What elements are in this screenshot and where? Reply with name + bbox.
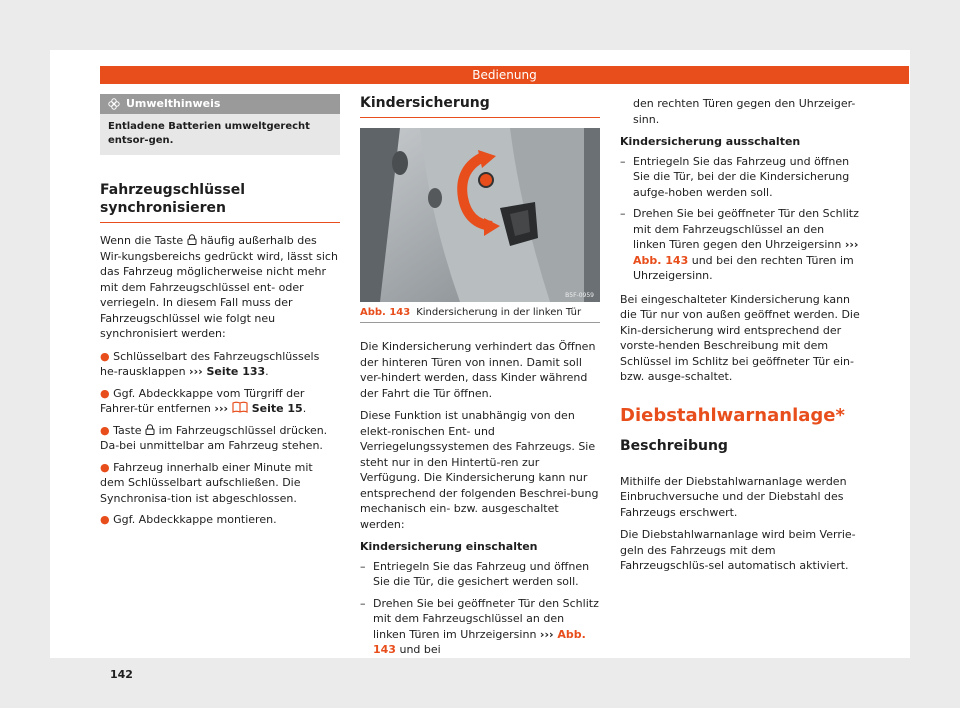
bullet-text: Ggf. Abdeckkappe vom Türgriff der Fahrer-tür entfernen	[100, 386, 305, 415]
ref-text: Abb. 143	[633, 253, 689, 267]
ref-text: Abb. 143	[373, 627, 586, 656]
figure-code: B5F-0959	[565, 292, 594, 299]
list-item: – Drehen Sie bei geöffneter Tür den Schlitz mit dem Fahrzeugschlüssel an den linken Türen gegen den Uhrzeigersinn ››› Abb. 143 und bei den rechten Türen im Uhrzeigersinn.	[620, 207, 859, 282]
figure-caption	[360, 302, 600, 323]
step-text	[633, 206, 860, 284]
alarm-heading: Diebstahlwarnanlage*	[620, 404, 845, 426]
lock-icon	[187, 234, 197, 245]
step-text-end: und bei	[399, 643, 441, 656]
figure-caption-text: Kindersicherung in der linken Tür	[416, 307, 582, 318]
child-lock-p1: Die Kindersicherung verhindert das Öffnen der hinteren Türen von innen. Damit soll ver-hindert werden, dass Kinder während der Fahrt die Tür öffnen.	[360, 340, 596, 400]
section-header-bar: Bedienung	[100, 66, 909, 84]
bullet-text: Ggf. Abdeckkappe montieren.	[113, 513, 277, 526]
ref-text: Seite 133	[206, 365, 266, 378]
step-text: Entriegeln Sie das Fahrzeug und öffnen Sie die Tür, die gesichert werden soll.	[373, 559, 590, 588]
child-lock-on-continued: den rechten Türen gegen den Uhrzeiger-sinn.	[633, 97, 856, 126]
list-item	[100, 512, 340, 528]
figure-label: Abb. 143	[360, 307, 411, 318]
step-text-main: Drehen Sie bei geöffneter Tür den Schlitz mit dem Fahrzeugschlüssel an den linken Türen gegen den Uhrzeigersinn	[633, 207, 859, 251]
list-item	[100, 460, 340, 507]
step-text-main: Drehen Sie bei geöffneter Tür den Schlitz mit dem Fahrzeugschlüssel an den linken Türen im Uhrzeigersinn	[373, 596, 599, 641]
ref-arrow: ›››	[539, 627, 554, 641]
bullet-text: Fahrzeug innerhalb einer Minute mit dem Schlüsselbart aufschließen. Die Synchronisa-tion ist abgeschlossen.	[100, 460, 313, 505]
manual-page	[50, 50, 910, 681]
book-icon	[232, 401, 248, 413]
page-number: 142	[110, 668, 133, 681]
alarm-subheading: Beschreibung	[620, 437, 728, 454]
list-item: – Entriegeln Sie das Fahrzeug und öffnen Sie die Tür, die gesichert werden soll.	[360, 559, 600, 590]
column-left	[100, 94, 340, 534]
ref-arrow: ›››	[214, 402, 229, 415]
step-text: Entriegeln Sie das Fahrzeug und öffnen Sie die Tür, bei der die Kindersicherung aufge-hoben werden soll.	[633, 154, 850, 199]
list-item	[100, 423, 340, 454]
ref-text: Seite 15	[251, 402, 303, 415]
child-lock-figure	[360, 128, 600, 302]
flower-icon	[108, 98, 120, 110]
key-sync-intro	[100, 233, 340, 342]
alarm-p2: Die Diebstahlwarnanlage wird beim Verrie-geln des Fahrzeugs mit dem Fahrzeugschlüs-sel automatisch aktiviert.	[620, 528, 856, 572]
step-text-end: und bei den rechten Türen im Uhrzeigersinn.	[633, 253, 854, 282]
key-sync-heading: Fahrzeugschlüssel synchronisieren	[100, 181, 340, 223]
door-illustration	[360, 128, 600, 302]
environment-note	[100, 94, 340, 155]
bullet-text: Schlüsselbart des Fahrzeugschlüssels he-rausklappen	[100, 349, 320, 378]
environment-note-header	[100, 94, 340, 114]
list-item: – Drehen Sie bei geöffneter Tür den Schlitz mit dem Fahrzeugschlüssel an den linken Türen im Uhrzeigersinn ››› Abb. 143 und bei	[360, 596, 599, 656]
key-sync-intro-b: häufig außerhalb des Wir-kungsbereichs gedrückt wird, lässt sich das Fahrzeug möglicherweise nicht mehr mit dem Fahrzeugschlüssel ent- oder verriegeln. In diesem Fall muss der Fahrzeugschlüssel wie folgt neu synchronisiert werden:	[100, 234, 338, 340]
lock-icon	[145, 424, 155, 435]
ref-arrow: ›››	[844, 238, 859, 251]
child-lock-p2: Diese Funktion ist unabhängig von den elekt-ronischen Ent- und Verriegelungssystemen des Fahrzeugs. Sie steht nur in den Hintertü-ren zur Verfügung. Die Kindersicherung kann nur entsprechend der folgenden Beschrei-bung mechanisch ein- bzw. ausgeschaltet werden:	[360, 409, 599, 531]
ref-arrow: ›››	[189, 365, 203, 378]
bullet-text-a: Taste	[113, 423, 142, 437]
child-lock-off-heading: Kindersicherung ausschalten	[620, 135, 801, 148]
step-text	[373, 596, 600, 658]
bullet-dot: ●	[100, 513, 110, 526]
alarm-p1: Mithilfe der Diebstahlwarnanlage werden Einbruchversuche und der Diebstahl des Fahrzeugs erschwert.	[620, 474, 847, 519]
environment-note-body: Entladene Batterien umweltgerecht entsor-gen.	[108, 121, 310, 146]
bullet-dot: ●	[100, 460, 110, 474]
page-reference-link[interactable]	[214, 402, 302, 415]
list-item: – Entriegeln Sie das Fahrzeug und öffnen Sie die Tür, bei der die Kindersicherung aufge-hoben werden soll.	[620, 154, 860, 201]
environment-note-title: Umwelthinweis	[126, 97, 221, 110]
bullet-dot: ●	[100, 349, 110, 363]
page-reference-link[interactable]	[189, 365, 265, 378]
column-middle	[360, 94, 600, 664]
list-item: ● Ggf. Abdeckkappe vom Türgriff der Fahrer-tür entfernen ››› Seite 15.	[100, 386, 307, 415]
bullet-text-b: im Fahrzeugschlüssel drücken. Da-bei unmittelbar am Fahrzeug stehen.	[100, 423, 328, 452]
list-item: ● Schlüsselbart des Fahrzeugschlüssels he-rausklappen ››› Seite 133.	[100, 349, 320, 378]
bullet-dot: ●	[100, 423, 110, 437]
child-lock-on-heading: Kindersicherung einschalten	[360, 540, 538, 553]
key-sync-intro-a: Wenn die Taste	[100, 234, 184, 247]
bullet-dot: ●	[100, 386, 110, 400]
column-right	[620, 94, 860, 581]
child-lock-heading: Kindersicherung	[360, 94, 600, 118]
child-lock-p3: Bei eingeschalteter Kindersicherung kann die Tür nur von außen geöffnet werden. Die Kin-dersicherung wird entsprechend der vorste-henden Beschreibung mit dem Schlüssel im Schlitz bei geöffneter Tür ein- bzw. ausge-schaltet.	[620, 292, 860, 383]
